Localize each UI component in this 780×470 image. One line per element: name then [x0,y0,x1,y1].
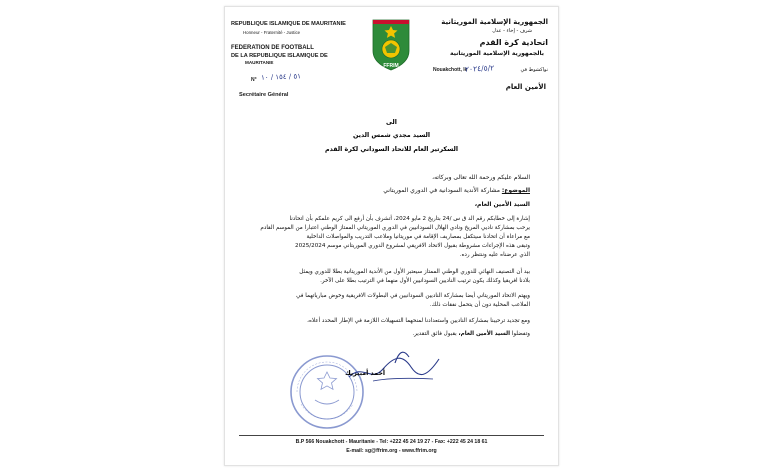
subject-label: الموضوع: [501,187,530,194]
fr-federation-line3: MAURITANIE [245,60,274,65]
subject-text: مشاركة الأندية السودانية في الدوري الموريتاني [383,187,500,194]
closing-suffix: بقبول فائق التقدير. [412,331,457,337]
fr-republic-heading: REPUBLIQUE ISLAMIQUE DE MAURITANIE [231,21,346,27]
paragraph-3-line: ويهتم الاتحاد الموريتاني أيضا بمشاركة الناديين السودانيين في البطولات الافريقية وخوض مبارياتهما في [296,293,530,299]
ar-federation-line2: بالجمهورية الإسلامية الموريتانية [450,50,544,57]
paragraph-1-line: الذي عرضناه عليه وننتظر رده. [459,252,530,258]
paragraph-2-line: بلادنا افريقيا وكذلك يكون ترتيب الناديين السودانيين الأول منهما في الترتيب بطلا على الآخر. [320,278,530,284]
paragraph-3-line: الملاعب المحلية دون أن يتحمل نفقات ذلك. [429,302,530,308]
paragraph-1-line: وتبقى هذه الإجراءات مشروطة بقبول الاتحاد الافريقي لمشروع الدوري الموريتاني موسم 2025/2024 [295,243,530,249]
salutation: السيد الأمين العام، [474,201,530,208]
fr-federation-line1: FEDERATION DE FOOTBALL [231,45,314,51]
greeting: السلام عليكم ورحمة الله تعالى وبركاته، [432,174,530,181]
logo-text: FFRIM [383,63,399,69]
ar-secretary-general: الأمين العام [505,83,546,91]
reference-number-handwritten: ٥١ / ١٥٤ / ١٠ [260,72,302,82]
date-handwritten: ٢٠٢٤/٥/٢ [464,63,495,74]
recipient-name: السيد مجدي شمس الدين [352,132,431,139]
paragraph-1-line: مع مراعاة أن اتحادنا سيتكفل بمصاريف الإقامة في موريتانيا وملاعب التدريب والمواصلات الداخلية [306,234,530,240]
paragraph-2-line: بيد أن التصنيف النهائي للدوري الوطني الممتاز سيعتبر الأول من الأندية الموريتانية بطلا للدوري ويمثل [299,269,530,275]
fr-secretary-general: Secrétaire Général [239,92,289,98]
ar-federation-line1: اتحادية كرة القدم [479,38,548,47]
reference-number-label: N° [251,77,257,83]
signatory-name: أحمد أمبيريك [345,370,386,377]
subject-line [383,187,530,194]
recipient-title: السكرتير العام للاتحاد السوداني لكرة القدم [325,146,458,153]
paragraph-4: ومع تجديد ترحيبنا بمشاركة الناديين واستعدادنا لمنحهما التسهيلات اللازمة في الإطار المحدد أعلاه، [307,318,530,324]
fr-federation-line2: DE LA REPUBLIQUE ISLAMIQUE DE [231,53,328,59]
paragraph-1-line: إشارة إلى خطابكم رقم الد ق س /24 بتاريخ 2 مايو 2024، أتشرف بأن أرفع الى كريم علمكم بأن اتحادنا [289,216,530,222]
ar-date-label: نواكشوط في [520,67,548,73]
footer-divider [239,435,544,436]
ar-motto: شرف - إخاء - عدل [492,28,532,34]
letter-page [224,6,559,466]
place-label: Nouakchott, le [433,67,468,73]
closing-bold: السيد الأمين العام، [458,331,510,337]
closing-prefix: وتفضلوا [511,331,530,337]
signature-scrawl-icon [343,333,453,393]
footer-email: E-mail: sg@ffrim.org - www.ffrim.org [346,448,437,454]
recipient-to: الى [386,119,397,126]
footer-address: B.P 566 Nouakchott - Mauritanie - Tel: +222 45 24 19 27 - Fax: +222 45 24 18 61 [295,439,488,445]
fr-motto: Honneur - Fraternité - Justice [243,30,301,35]
ar-republic-heading: الجمهورية الإسلامية الموريتانية [441,18,548,26]
ffrim-logo-icon [371,17,411,72]
paragraph-1-line: يرحب بمشاركة ناديي المريخ ونادي الهلال السودانيين في الدوري الموريتاني الممتاز الوطني اعتبارا من الموسم القادم [260,225,530,231]
